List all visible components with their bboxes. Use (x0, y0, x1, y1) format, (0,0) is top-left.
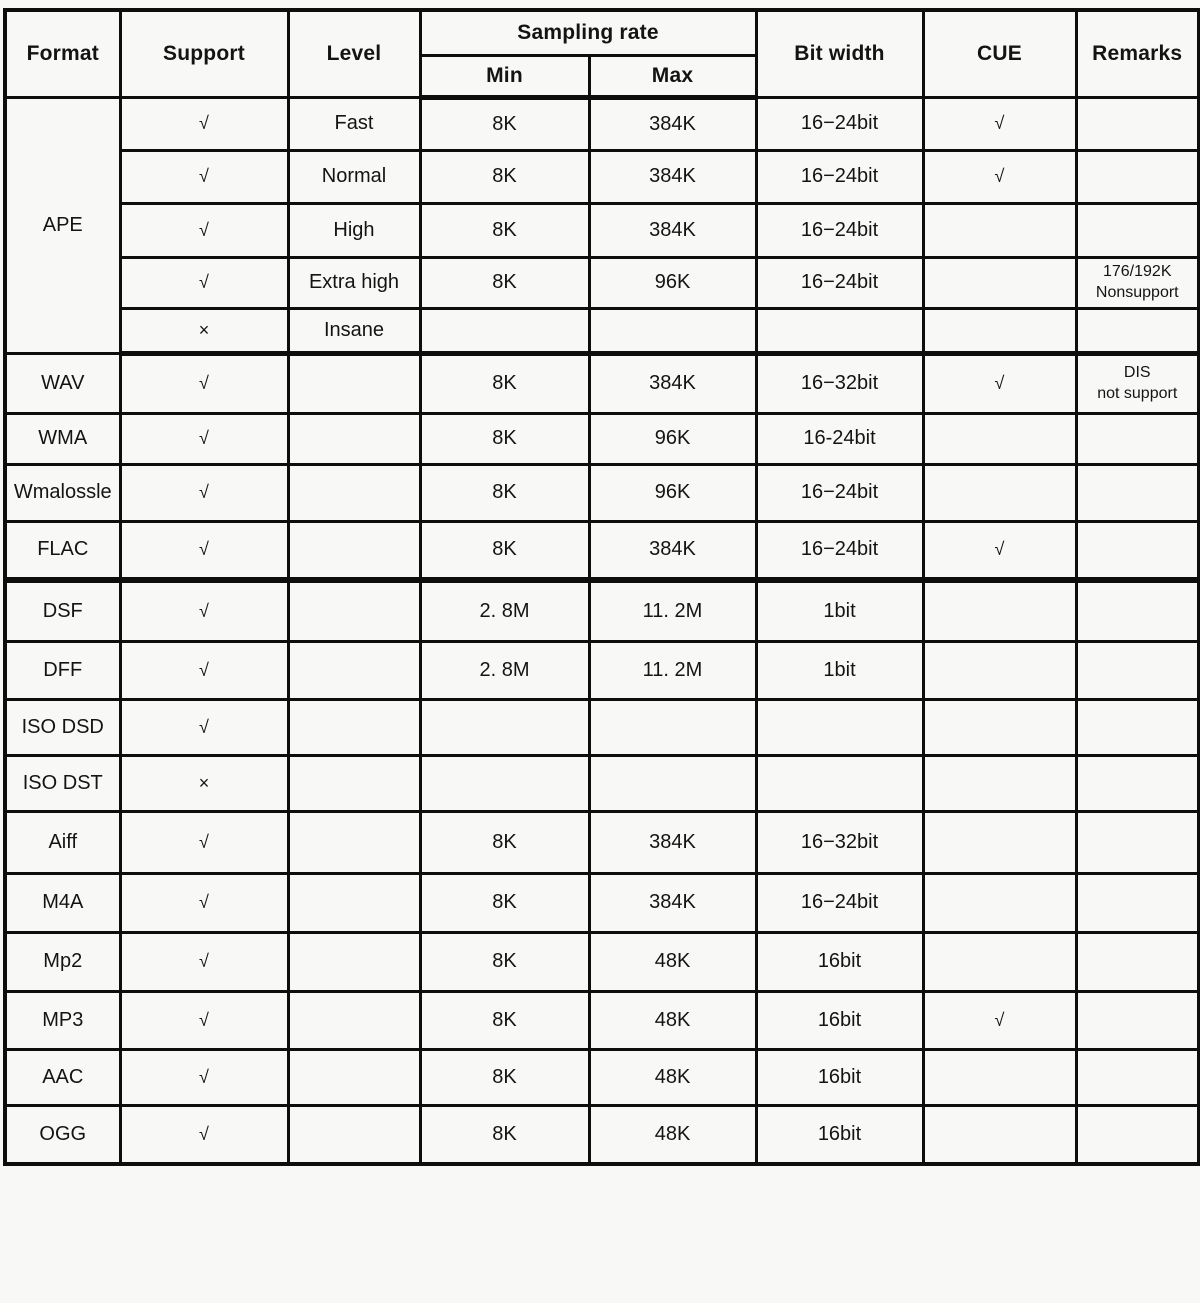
table-row (5, 464, 1199, 521)
cell-remarks (1076, 932, 1199, 991)
cell-level: High (288, 203, 420, 257)
cell-level (288, 991, 420, 1049)
cell-remarks (1076, 1105, 1199, 1164)
cell-level (288, 521, 420, 580)
cell-bit-width: 16−24bit (756, 97, 923, 150)
cell-bit-width: 1bit (756, 580, 923, 641)
cell-max: 11. 2M (589, 641, 756, 699)
cell-cue (923, 257, 1076, 308)
cell-remarks (1076, 991, 1199, 1049)
cell-remarks (1076, 580, 1199, 641)
cell-cue: √ (923, 521, 1076, 580)
cell-level (288, 699, 420, 755)
cell-level (288, 413, 420, 464)
cell-bit-width (756, 699, 923, 755)
cell-max: 96K (589, 464, 756, 521)
table-row (5, 641, 1199, 699)
cell-remarks (1076, 1049, 1199, 1105)
cell-format: WMA (5, 413, 120, 464)
cell-format: DSF (5, 580, 120, 641)
cell-min: 8K (420, 1049, 589, 1105)
cell-cue (923, 203, 1076, 257)
cell-format: WAV (5, 353, 120, 413)
cell-format: Mp2 (5, 932, 120, 991)
cell-bit-width: 16−24bit (756, 521, 923, 580)
cell-bit-width: 16bit (756, 932, 923, 991)
cell-cue: √ (923, 150, 1076, 203)
cell-min: 8K (420, 521, 589, 580)
cell-format: APE (5, 97, 120, 353)
cell-min: 8K (420, 811, 589, 873)
cell-format: ISO DST (5, 755, 120, 811)
cell-level: Extra high (288, 257, 420, 308)
cell-bit-width: 1bit (756, 641, 923, 699)
cell-support: √ (120, 991, 288, 1049)
table-row (5, 353, 1199, 413)
cell-format: AAC (5, 1049, 120, 1105)
cell-cue: √ (923, 97, 1076, 150)
cell-level (288, 755, 420, 811)
cell-cue (923, 580, 1076, 641)
cell-cue: √ (923, 991, 1076, 1049)
cell-support: √ (120, 1105, 288, 1164)
cell-cue (923, 308, 1076, 353)
cell-cue (923, 1049, 1076, 1105)
cell-remarks (1076, 203, 1199, 257)
cell-support: √ (120, 699, 288, 755)
cell-max: 384K (589, 150, 756, 203)
cell-remarks (1076, 97, 1199, 150)
cell-remarks (1076, 873, 1199, 932)
table-row (5, 150, 1199, 203)
cell-format: MP3 (5, 991, 120, 1049)
cell-bit-width: 16−24bit (756, 203, 923, 257)
cell-level: Fast (288, 97, 420, 150)
cell-max: 384K (589, 873, 756, 932)
cell-min (420, 755, 589, 811)
cell-max: 48K (589, 1105, 756, 1164)
cell-bit-width: 16−24bit (756, 873, 923, 932)
cell-level (288, 641, 420, 699)
cell-cue (923, 699, 1076, 755)
header-remarks: Remarks (1076, 10, 1199, 97)
cell-bit-width: 16−32bit (756, 811, 923, 873)
cell-level (288, 873, 420, 932)
cell-cue (923, 413, 1076, 464)
cell-cue (923, 811, 1076, 873)
cell-min: 8K (420, 1105, 589, 1164)
cell-support: √ (120, 150, 288, 203)
table-row (5, 699, 1199, 755)
cell-support: √ (120, 413, 288, 464)
cell-remarks (1076, 308, 1199, 353)
cell-cue (923, 873, 1076, 932)
cell-support: √ (120, 580, 288, 641)
cell-format: FLAC (5, 521, 120, 580)
cell-bit-width: 16−24bit (756, 464, 923, 521)
remark-line: not support (1097, 384, 1178, 402)
cell-bit-width (756, 308, 923, 353)
cell-remarks (1076, 521, 1199, 580)
cell-max: 96K (589, 413, 756, 464)
header-min: Min (420, 55, 589, 97)
cell-support: √ (120, 464, 288, 521)
format-support-table (3, 8, 1200, 1166)
cell-max (589, 308, 756, 353)
cell-max (589, 755, 756, 811)
cell-remarks (1076, 257, 1199, 308)
cell-support: √ (120, 932, 288, 991)
cell-support: × (120, 755, 288, 811)
cell-min: 8K (420, 991, 589, 1049)
cell-cue (923, 641, 1076, 699)
cell-format: M4A (5, 873, 120, 932)
cell-min: 8K (420, 150, 589, 203)
cell-bit-width: 16−32bit (756, 353, 923, 413)
cell-max: 48K (589, 932, 756, 991)
cell-level: Normal (288, 150, 420, 203)
cell-bit-width: 16bit (756, 1105, 923, 1164)
cell-support: × (120, 308, 288, 353)
cell-format: DFF (5, 641, 120, 699)
header-cue: CUE (923, 10, 1076, 97)
header-level: Level (288, 10, 420, 97)
cell-cue (923, 932, 1076, 991)
cell-bit-width: 16−24bit (756, 257, 923, 308)
table-row (5, 1049, 1199, 1105)
cell-level: Insane (288, 308, 420, 353)
cell-level (288, 1049, 420, 1105)
cell-max: 48K (589, 991, 756, 1049)
header-support: Support (120, 10, 288, 97)
cell-max: 384K (589, 811, 756, 873)
cell-support: √ (120, 353, 288, 413)
header-row-1 (5, 10, 1199, 55)
cell-support: √ (120, 203, 288, 257)
cell-cue (923, 1105, 1076, 1164)
cell-min: 8K (420, 932, 589, 991)
cell-bit-width: 16bit (756, 1049, 923, 1105)
cell-support: √ (120, 257, 288, 308)
table-row (5, 413, 1199, 464)
cell-cue: √ (923, 353, 1076, 413)
cell-level (288, 580, 420, 641)
cell-bit-width (756, 755, 923, 811)
cell-remarks (1076, 755, 1199, 811)
cell-min: 8K (420, 464, 589, 521)
cell-cue (923, 755, 1076, 811)
cell-bit-width: 16-24bit (756, 413, 923, 464)
cell-bit-width: 16bit (756, 991, 923, 1049)
cell-max: 48K (589, 1049, 756, 1105)
table-row (5, 203, 1199, 257)
cell-level (288, 353, 420, 413)
cell-max (589, 699, 756, 755)
cell-min: 8K (420, 203, 589, 257)
cell-max: 384K (589, 353, 756, 413)
cell-format: Wmalossle (5, 464, 120, 521)
table-row (5, 308, 1199, 353)
cell-remarks (1076, 464, 1199, 521)
cell-format: OGG (5, 1105, 120, 1164)
cell-support: √ (120, 811, 288, 873)
cell-remarks (1076, 699, 1199, 755)
table-row (5, 991, 1199, 1049)
header-max: Max (589, 55, 756, 97)
cell-min: 8K (420, 413, 589, 464)
cell-min: 2. 8M (420, 580, 589, 641)
cell-format: ISO DSD (5, 699, 120, 755)
cell-support: √ (120, 97, 288, 150)
remark-line: DIS (1123, 363, 1151, 381)
cell-max: 11. 2M (589, 580, 756, 641)
cell-support: √ (120, 521, 288, 580)
cell-bit-width: 16−24bit (756, 150, 923, 203)
table-row (5, 580, 1199, 641)
table-row (5, 811, 1199, 873)
table-row (5, 257, 1199, 308)
header-bit-width: Bit width (756, 10, 923, 97)
cell-min: 8K (420, 873, 589, 932)
cell-max: 96K (589, 257, 756, 308)
cell-min (420, 699, 589, 755)
cell-min: 2. 8M (420, 641, 589, 699)
cell-support: √ (120, 641, 288, 699)
cell-remarks (1076, 150, 1199, 203)
cell-min (420, 308, 589, 353)
cell-remarks (1076, 413, 1199, 464)
cell-format: Aiff (5, 811, 120, 873)
remark-line: Nonsupport (1095, 283, 1179, 301)
table-row (5, 97, 1199, 150)
cell-level (288, 464, 420, 521)
header-sampling-rate: Sampling rate (420, 10, 756, 55)
table-row (5, 932, 1199, 991)
cell-support: √ (120, 1049, 288, 1105)
header-format: Format (5, 10, 120, 97)
table-row (5, 521, 1199, 580)
cell-max: 384K (589, 203, 756, 257)
cell-max: 384K (589, 521, 756, 580)
cell-level (288, 811, 420, 873)
table-row (5, 755, 1199, 811)
cell-cue (923, 464, 1076, 521)
cell-remarks (1076, 353, 1199, 413)
cell-support: √ (120, 873, 288, 932)
cell-remarks (1076, 811, 1199, 873)
cell-max: 384K (589, 97, 756, 150)
cell-remarks (1076, 641, 1199, 699)
cell-level (288, 932, 420, 991)
cell-level (288, 1105, 420, 1164)
cell-min: 8K (420, 257, 589, 308)
cell-min: 8K (420, 353, 589, 413)
cell-min: 8K (420, 97, 589, 150)
table-row (5, 873, 1199, 932)
table-row (5, 1105, 1199, 1164)
remark-line: 176/192K (1102, 262, 1172, 280)
